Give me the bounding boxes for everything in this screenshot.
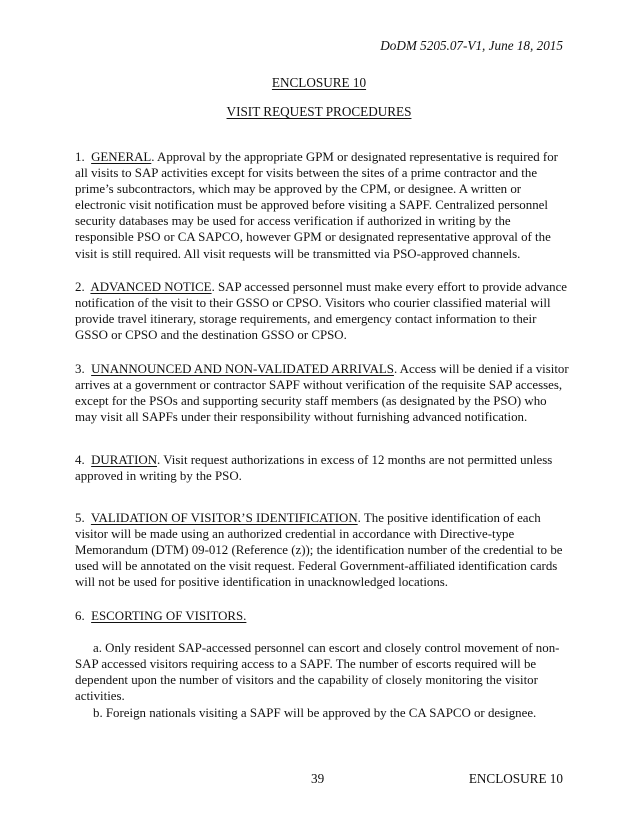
section-number: 3. (75, 362, 85, 376)
section-validation (75, 510, 571, 590)
section-duration (75, 452, 571, 484)
section-number: 2. (75, 280, 85, 294)
section-heading: ESCORTING OF VISITORS. (91, 609, 247, 623)
section-body: . SAP accessed personnel must make every effort to provide advance notification of the visit to their GSSO or CPSO. Visitors who courier classified material will provide travel itinerary, storage requirements, and emergency contact information to their GSSO or CPSO and the destination GSSO or CPSO. (75, 280, 568, 343)
section-number: 5. (75, 511, 85, 525)
section-advanced-notice (75, 279, 571, 343)
section-heading: GENERAL (91, 150, 152, 164)
section-number: 6. (75, 609, 85, 623)
escorting-item-b: b. Foreign nationals visiting a SAPF will be approved by the CA SAPCO or designee. (93, 706, 537, 720)
section-unannounced (75, 361, 571, 425)
section-general (75, 149, 571, 262)
section-heading: VALIDATION OF VISITOR’S IDENTIFICATION (90, 511, 358, 525)
section-body: . Access will be denied if a visitor arrives at a government or contractor SAPF without verification of the requisite SAP accesses, except for the PSOs and supporting security staff members (as designated by the PSO) who may visit all SAPFs under their responsibility without furnishing advanced notification. (75, 362, 569, 425)
page-number: 39 (311, 771, 325, 786)
document-header: DoDM 5205.07-V1, June 18, 2015 (380, 38, 563, 53)
enclosure-title: ENCLOSURE 10 (271, 75, 367, 90)
section-body: . The positive identification of each visitor will be made using an authorized credential in accordance with Directive-type Memorandum (DTM) 09-012 (Reference (z)); the identification number of the credential to be used will be annotated on the visit request. Federal Government-affiliated identification cards will not be used for positive identification in unacknowledged locations. (75, 511, 563, 590)
section-heading: UNANNOUNCED AND NON-VALIDATED ARRIVALS (91, 362, 394, 376)
escorting-item-a: a. Only resident SAP-accessed personnel can escort and closely control movement of non-SAP accessed visitors requiring access to a SAPF. The number of escorts required will be dependent upon the number of visitors and the capability of closely monitoring the visitor activities. (75, 641, 560, 704)
section-body: . Approval by the appropriate GPM or designated representative is required for all visits to SAP activities except for visits between the sites of a prime contractor and the prime’s subcontractors, which may be approved by the CPM, or designee. A written or electronic visit notification must be approved before visiting a SAPF. Centralized personnel security databases may be used for access verification if authorized in writing by the responsible PSO or CA SAPCO, however GPM or designated representative approval of the visit is still required. All visit requests will be transmitted via PSO-approved channels. (75, 150, 558, 261)
section-heading: DURATION (91, 453, 158, 467)
document-title: VISIT REQUEST PROCEDURES (226, 104, 412, 119)
section-body: . Visit request authorizations in excess of 12 months are not permitted unless approved in writing by the PSO. (75, 453, 553, 484)
footer-enclosure-label: ENCLOSURE 10 (468, 771, 563, 786)
section-escorting (75, 608, 571, 624)
section-heading: ADVANCED NOTICE (90, 280, 212, 294)
section-number: 4. (75, 453, 85, 467)
section-number: 1. (75, 150, 85, 164)
